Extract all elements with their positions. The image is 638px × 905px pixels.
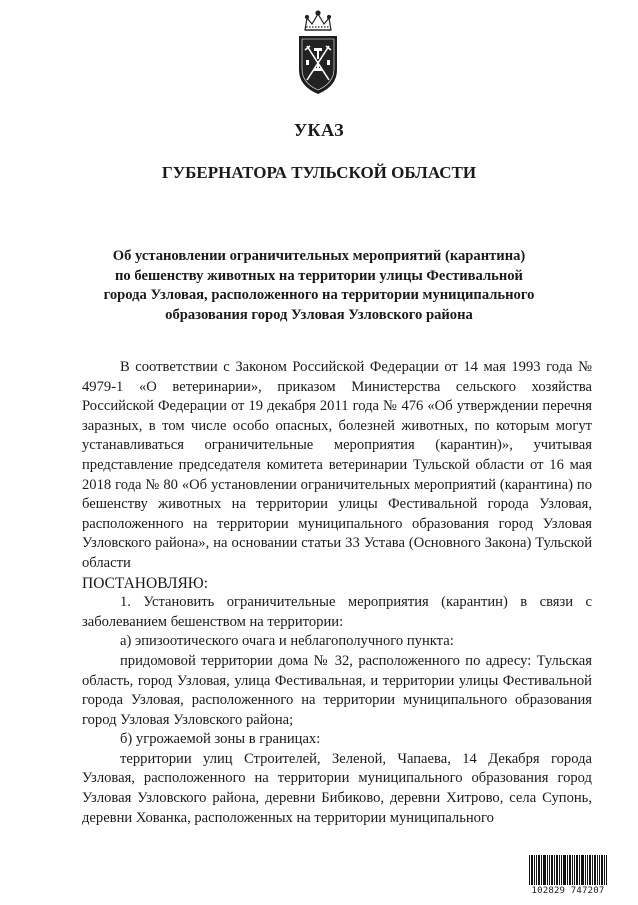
barcode-number: 102829 747207 (531, 886, 605, 896)
item-b-heading: б) угрожаемой зоны в границах: (120, 731, 321, 748)
document-subject (80, 247, 558, 325)
document-type-title: УКАЗ (293, 120, 345, 140)
item-a-paragraph: придомовой территории дома № 32, расположенного по адресу: Тульская область, город Узловая, улица Фестивальная, и территории улицы Фестивальной города Узловая, расположенного на территории муниципального образования город Узловая Узловского района; (82, 652, 592, 728)
issuer-title: ГУБЕРНАТОРА ТУЛЬСКОЙ ОБЛАСТИ (161, 163, 477, 182)
item-1-paragraph: 1. Установить ограничительные мероприятия (карантин) в связи с заболеванием бешенством на территории: (82, 594, 592, 630)
subject-line: Об установлении ограничительных мероприятий (карантина) (112, 248, 526, 264)
barcode-bars-icon (528, 855, 608, 885)
subject-line: по бешенству животных на территории улицы Фестивальной (115, 267, 523, 284)
subject-line: образования город Узловая Узловского района (165, 306, 473, 323)
preamble-paragraph: В соответствии с Законом Российской Федерации от 14 мая 1993 года № 4979-1 «О ветеринарии», приказом Министерства сельского хозяйства Российской Федерации от 19 декабря 2011 года № 476 «Об утверждении перечня заразных, в том числе особо опасных, болезней животных, по которым могут устанавливаться ограничительные мероприятия (карантин)», учитывая представление председателя комитета ветеринарии Тульской области от 16 мая 2018 года № 80 «Об установлении ограничительных мероприятий (карантина) по бешенству животных на территории улицы Фестивальной города Узловая, расположенного на территории муниципального образования город Узловая Узловского района», на основании статьи 33 Устава (Основного Закона) Тульской области (82, 359, 592, 571)
decree-word: ПОСТАНОВЛЯЮ: (82, 574, 209, 592)
item-a-heading: а) эпизоотического очага и неблагополучного пункта: (120, 633, 454, 650)
subject-line: города Узловая, расположенного на территории муниципального (103, 287, 535, 303)
document-body (82, 358, 592, 828)
document-barcode (528, 855, 608, 897)
item-b-paragraph: территории улиц Строителей, Зеленой, Чапаева, 14 Декабря города Узловая, расположенного на территории муниципального образования город Узловая Узловского района, деревни Бибиково, деревни Хитрово, села Супонь, деревни Хованка, расположенных на территории муниципального (82, 750, 592, 826)
tula-coat-of-arms-icon (293, 8, 343, 98)
